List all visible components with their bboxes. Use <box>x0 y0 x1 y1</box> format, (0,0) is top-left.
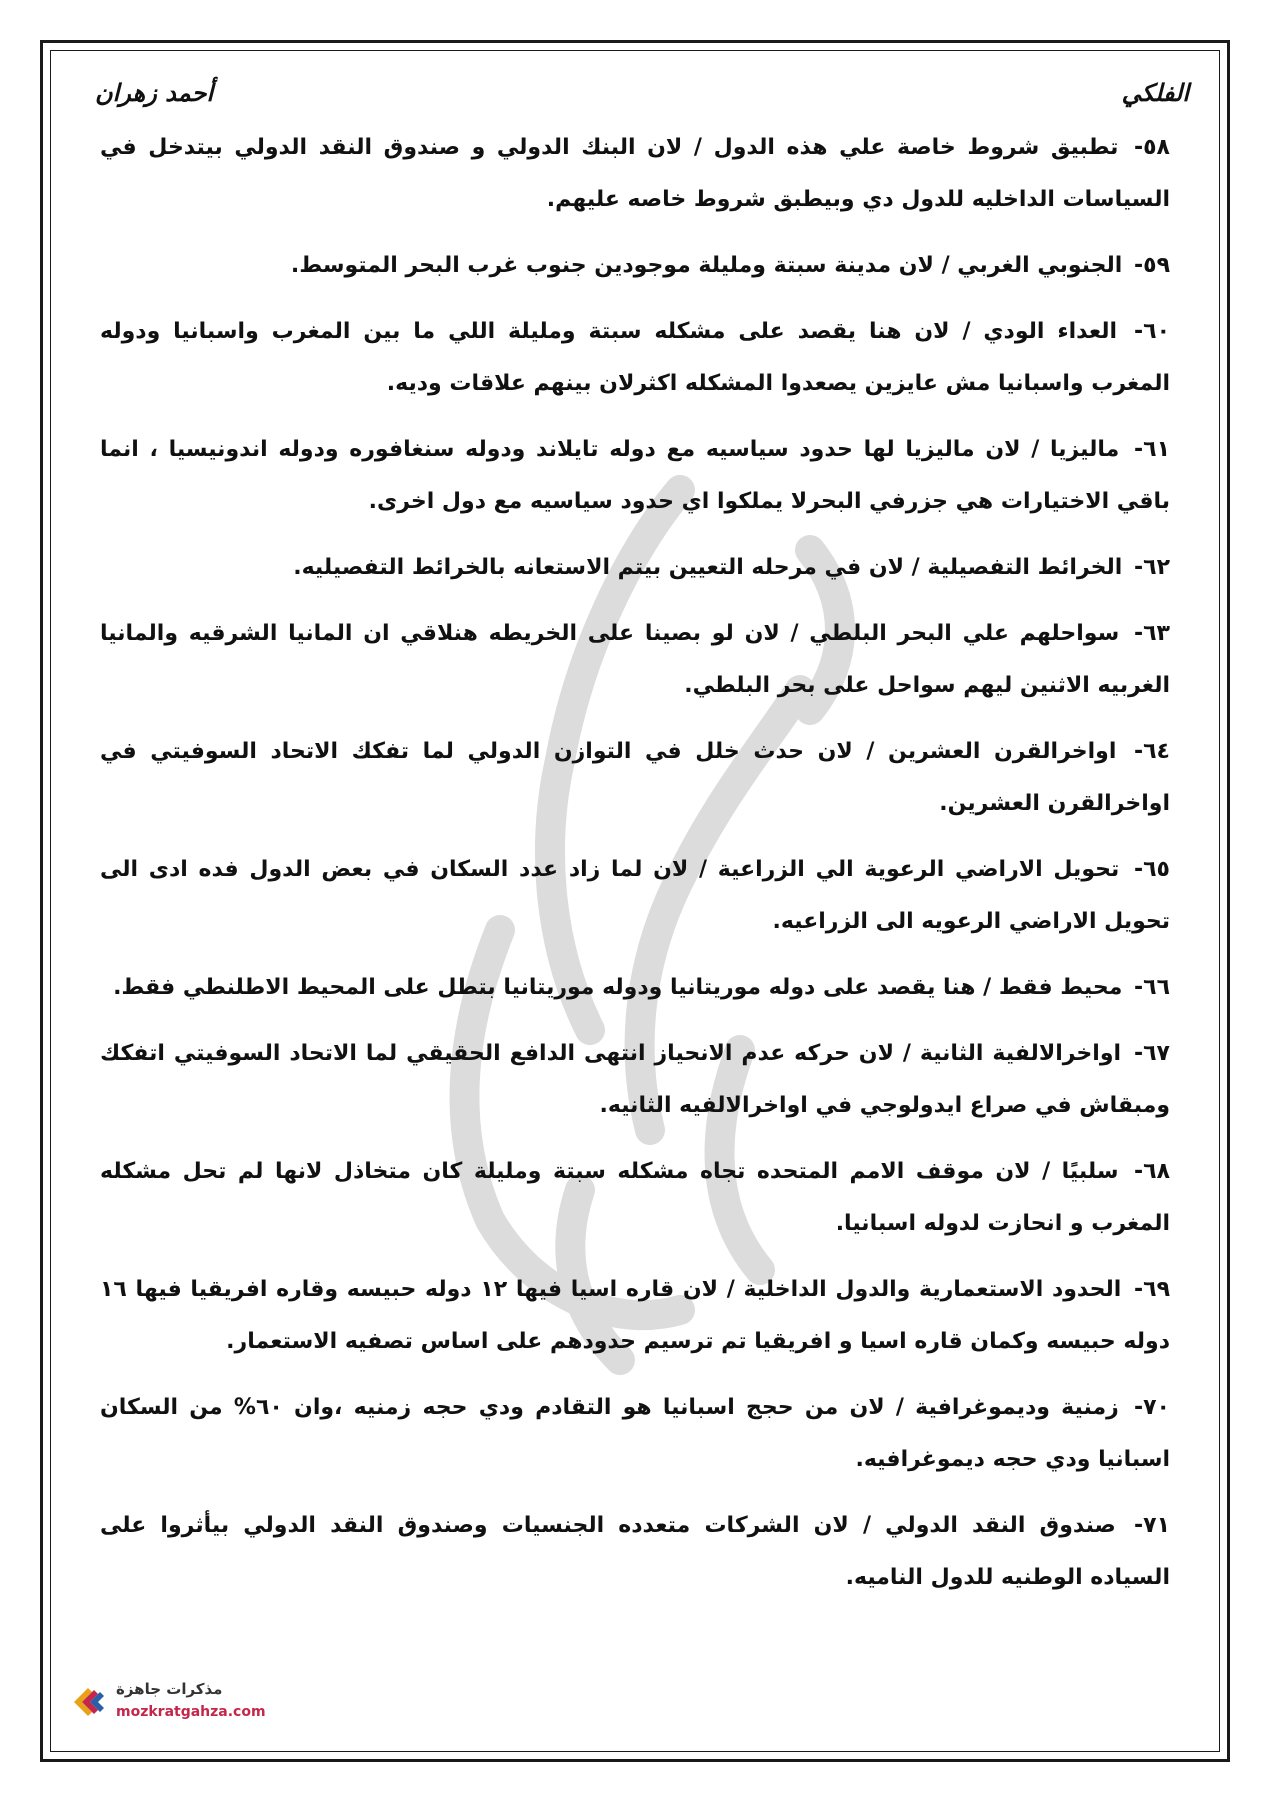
answer-text: الجنوبي الغربي / لان مدينة سبتة ومليلة موجودين جنوب غرب البحر المتوسط. <box>290 253 1123 278</box>
answer-number: ٦٤- <box>1133 739 1170 764</box>
answer-number: ٥٨- <box>1133 135 1170 160</box>
answer-item-67 <box>100 1028 1170 1132</box>
answer-text: صندوق النقد الدولي / لان الشركات متعدده الجنسيات وصندوق النقد الدولي بيأثروا على السياده الوطنيه للدول الناميه. <box>100 1513 1170 1590</box>
answer-item-65 <box>100 844 1170 948</box>
answer-number: ٧٠- <box>1133 1395 1170 1420</box>
answer-text: محيط فقط / هنا يقصد على دوله موريتانيا ودوله موريتانيا بتطل على المحيط الاطلنطي فقط. <box>113 975 1123 1000</box>
answer-item-66 <box>100 962 1170 1014</box>
answer-item-68 <box>100 1146 1170 1250</box>
logo-url-text: mozkratgahza.com <box>116 1704 266 1720</box>
answer-item-58 <box>100 122 1170 226</box>
answer-text: تطبيق شروط خاصة علي هذه الدول / لان البنك الدولي و صندوق النقد الدولي بيتدخل في السياسات الداخليه للدول دي وبيطبق شروط خاصه عليهم. <box>100 135 1170 212</box>
answer-item-59 <box>100 240 1170 292</box>
answer-text: الخرائط التفصيلية / لان في مرحله التعيين بيتم الاستعانه بالخرائط التفصيليه. <box>293 555 1123 580</box>
answer-text: تحويل الاراضي الرعوية الي الزراعية / لان لما زاد عدد السكان في بعض الدول فده ادى الى تحويل الاراضي الرعويه الى الزراعيه. <box>100 857 1170 934</box>
answer-item-60 <box>100 306 1170 410</box>
answer-item-64 <box>100 726 1170 830</box>
answer-text: ماليزيا / لان ماليزيا لها حدود سياسيه مع دوله تايلاند ودوله سنغافوره ودوله اندونيسيا ، انما باقي الاختيارات هي جزرفي البحرلا يملكوا اي حدود سياسيه مع دول اخرى. <box>100 437 1170 514</box>
answers-list <box>100 122 1170 1618</box>
answer-item-71 <box>100 1500 1170 1604</box>
answer-number: ٦٢- <box>1134 555 1170 580</box>
answer-number: ٦٩- <box>1134 1277 1170 1302</box>
answer-text: سلبيًا / لان موقف الامم المتحده تجاه مشكله سبتة ومليلة كان متخاذل لانها لم تحل مشكله المغرب و انحازت لدوله اسبانيا. <box>100 1159 1170 1236</box>
answer-text: الحدود الاستعمارية والدول الداخلية / لان قاره اسيا فيها ١٢ دوله حبيسه وقاره افريقيا فيها ١٦ دوله حبيسه وكمان قاره اسيا و افريقيا تم ترسيم حدودهم على اساس تصفيه الاستعمار. <box>100 1277 1170 1354</box>
logo-mark-icon <box>72 1684 112 1720</box>
answer-text: سواحلهم علي البحر البلطي / لان لو بصينا على الخريطه هنلاقي ان المانيا الشرقيه والمانيا الغربيه الاثنين ليهم سواحل على بحر البلطي. <box>100 621 1170 698</box>
header-author-right: الفلكي <box>1121 78 1189 107</box>
answer-number: ٦٣- <box>1133 621 1170 646</box>
answer-number: ٦٨- <box>1134 1159 1170 1184</box>
answer-item-62 <box>100 542 1170 594</box>
answer-item-61 <box>100 424 1170 528</box>
answer-number: ٥٩- <box>1134 253 1170 278</box>
answer-item-69 <box>100 1264 1170 1368</box>
header-author-left: أحمد زهران <box>95 78 214 107</box>
answer-number: ٦٦- <box>1134 975 1170 1000</box>
answer-text: اواخرالقرن العشرين / لان حدث خلل في التوازن الدولي لما تفكك الاتحاد السوفيتي في اواخرالقرن العشرين. <box>100 739 1170 816</box>
logo-arabic-text: مذكرات جاهزة <box>116 1680 223 1698</box>
answer-text: العداء الودي / لان هنا يقصد على مشكله سبتة ومليلة اللي ما بين المغرب واسبانيا ودوله المغرب واسبانيا مش عايزين يصعدوا المشكله اكثرلان بينهم علاقات وديه. <box>100 319 1170 396</box>
answer-item-63 <box>100 608 1170 712</box>
answer-text: زمنية وديموغرافية / لان من حجج اسبانيا هو التقادم ودي حجه زمنيه ،وان ٦٠% من السكان اسبانيا ودي حجه ديموغرافيه. <box>100 1395 1170 1472</box>
answer-number: ٧١- <box>1134 1513 1170 1538</box>
answer-number: ٦٧- <box>1133 1041 1170 1066</box>
site-logo <box>72 1678 266 1738</box>
answer-text: اواخرالالفية الثانية / لان حركه عدم الانحياز انتهى الدافع الحقيقي لما الاتحاد السوفيتي اتفكك ومبقاش في صراع ايدولوجي في اواخرالالفيه الثانيه. <box>100 1041 1170 1118</box>
answer-item-70 <box>100 1382 1170 1486</box>
answer-number: ٦٥- <box>1133 857 1170 882</box>
answer-number: ٦١- <box>1134 437 1170 462</box>
answer-number: ٦٠- <box>1134 319 1170 344</box>
